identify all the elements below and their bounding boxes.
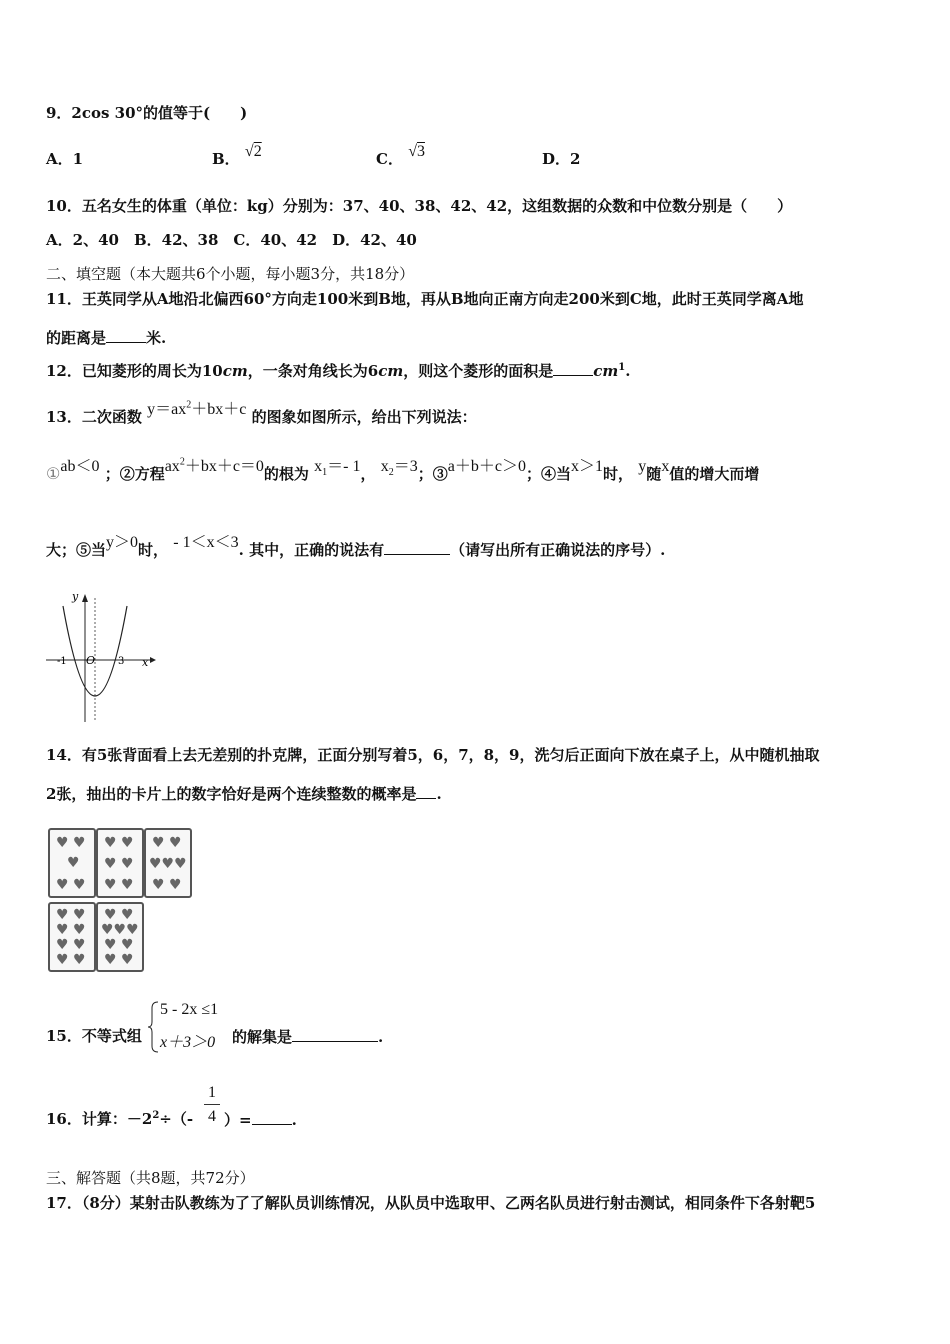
fraction-denominator: 4	[208, 1108, 216, 1125]
heart-icon: ♥ ♥	[56, 952, 86, 968]
y-axis-arrow	[82, 594, 88, 602]
q11-line1: 11．王英同学从A地沿北偏西60°方向走100米到B地，再从B地向正南方向走200米到C地，此时王英同学离A地	[46, 290, 804, 308]
q12-answer-blank	[553, 361, 593, 376]
q11-answer-blank	[106, 328, 146, 343]
q15-inequality-2: x＋3＞0	[160, 1034, 216, 1051]
heart-icon: ♥ ♥	[104, 877, 134, 893]
q9-option-d: D．2	[542, 150, 581, 168]
q15-suffix: 的解集是 .	[232, 1028, 384, 1046]
card-eight	[48, 902, 96, 972]
fraction-numerator: 1	[208, 1084, 216, 1101]
q14-line2: 2张，抽出的卡片上的数字恰好是两个连续整数的概率是 .	[46, 785, 442, 803]
heart-icon: ♥♥♥	[101, 922, 139, 938]
q14-line1: 14．有5张背面看上去无差别的扑克牌，正面分别写着5，6，7，8，9，洗匀后正面向下放在桌子上，从中随机抽取	[46, 746, 820, 764]
q9-option-c: C． √3	[376, 143, 425, 168]
q13-line1: 13．二次函数 $y=ax^2+bx+c$ 的图象如图所示，给出下列说法：	[46, 399, 477, 426]
card-nine	[96, 902, 144, 972]
heart-icon: ♥♥♥	[149, 856, 187, 872]
neg-one-label: -1	[57, 656, 67, 667]
three-label: 3	[118, 656, 125, 667]
heart-icon: ♥ ♥	[104, 856, 134, 872]
q16-suffix: ）= .	[224, 1111, 297, 1129]
heart-icon: ♥ ♥	[104, 835, 134, 851]
q15-inequality-1: 5 - 2x ≤1	[160, 1001, 219, 1018]
playing-cards-image	[46, 826, 196, 974]
q13-line2: ①ab＜0 ；②方程$ax^2+bx+c=0$的根为 $x_1=-$ 1， $x_2=3$；③a＋b＋c＞0；④当x＞1时， y随x值的增大而增	[46, 456, 760, 483]
x-label: x	[142, 656, 149, 669]
heart-icon: ♥ ♥	[104, 952, 134, 968]
card-five	[48, 828, 96, 898]
q14-answer-blank	[416, 784, 436, 799]
heart-icon: ♥ ♥	[152, 877, 182, 893]
section-2-heading: 二、填空题（本大题共6个小题，每小题3分，共18分）	[46, 265, 415, 283]
sqrt-symbol-b: √2	[244, 143, 262, 160]
q10-options: A．2、40 B．42、38 C．40、42 D．42、40	[46, 231, 417, 249]
heart-icon: ♥ ♥	[56, 922, 86, 938]
q16-answer-blank	[252, 1110, 292, 1125]
q12: 12．已知菱形的周长为10cm，一条对角线长为6cm，则这个菱形的面积是 $cm^1$.	[46, 362, 631, 380]
section-3-heading: 三、解答题（共8题，共72分）	[46, 1169, 255, 1187]
y-label: y	[72, 590, 79, 603]
heart-icon: ♥ ♥	[152, 835, 182, 851]
heart-icon: ♥ ♥	[56, 937, 86, 953]
heart-icon: ♥ ♥	[104, 937, 134, 953]
q13-function: $y=ax^2+bx+c$	[147, 399, 247, 418]
q9-option-b: B． √2	[212, 143, 262, 168]
heart-icon: ♥	[67, 855, 80, 871]
q16: 16．计算：$-2^2\div(-$	[46, 1110, 194, 1128]
curly-brace	[148, 1000, 160, 1054]
q13-answer-blank	[384, 540, 450, 555]
card-six	[96, 828, 144, 898]
card-seven	[144, 828, 192, 898]
q17: 17．（8分）某射击队教练为了了解队员训练情况，从队员中选取甲、乙两名队员进行射击测试，相同条件下各射靶5	[46, 1194, 816, 1212]
q10-stem: 10．五名女生的体重（单位：kg）分别为：37、40、38、42、42，这组数据的众数和中位数分别是（ ）	[46, 197, 793, 215]
heart-icon: ♥ ♥	[56, 907, 86, 923]
parabola-graph	[44, 588, 160, 728]
heart-icon: ♥ ♥	[56, 877, 86, 893]
origin-label: O	[86, 654, 96, 667]
fraction-bar	[204, 1104, 220, 1105]
q15-prefix: 15．不等式组	[46, 1027, 142, 1045]
q15-answer-blank	[292, 1027, 378, 1042]
heart-icon: ♥ ♥	[104, 907, 134, 923]
q13-line3: 大；⑤当y＞0时， - 1＜x＜3. 其中，正确的说法有 （请写出所有正确说法的序号）.	[46, 534, 666, 559]
sqrt-symbol-c: √3	[408, 143, 425, 160]
q9-option-a: A．1	[46, 150, 84, 168]
q11-line2: 的距离是 米.	[46, 329, 167, 347]
q9-stem: 9．2cos 30°的值等于( )	[46, 104, 248, 122]
heart-icon: ♥ ♥	[56, 835, 86, 851]
x-axis-arrow	[150, 657, 156, 663]
